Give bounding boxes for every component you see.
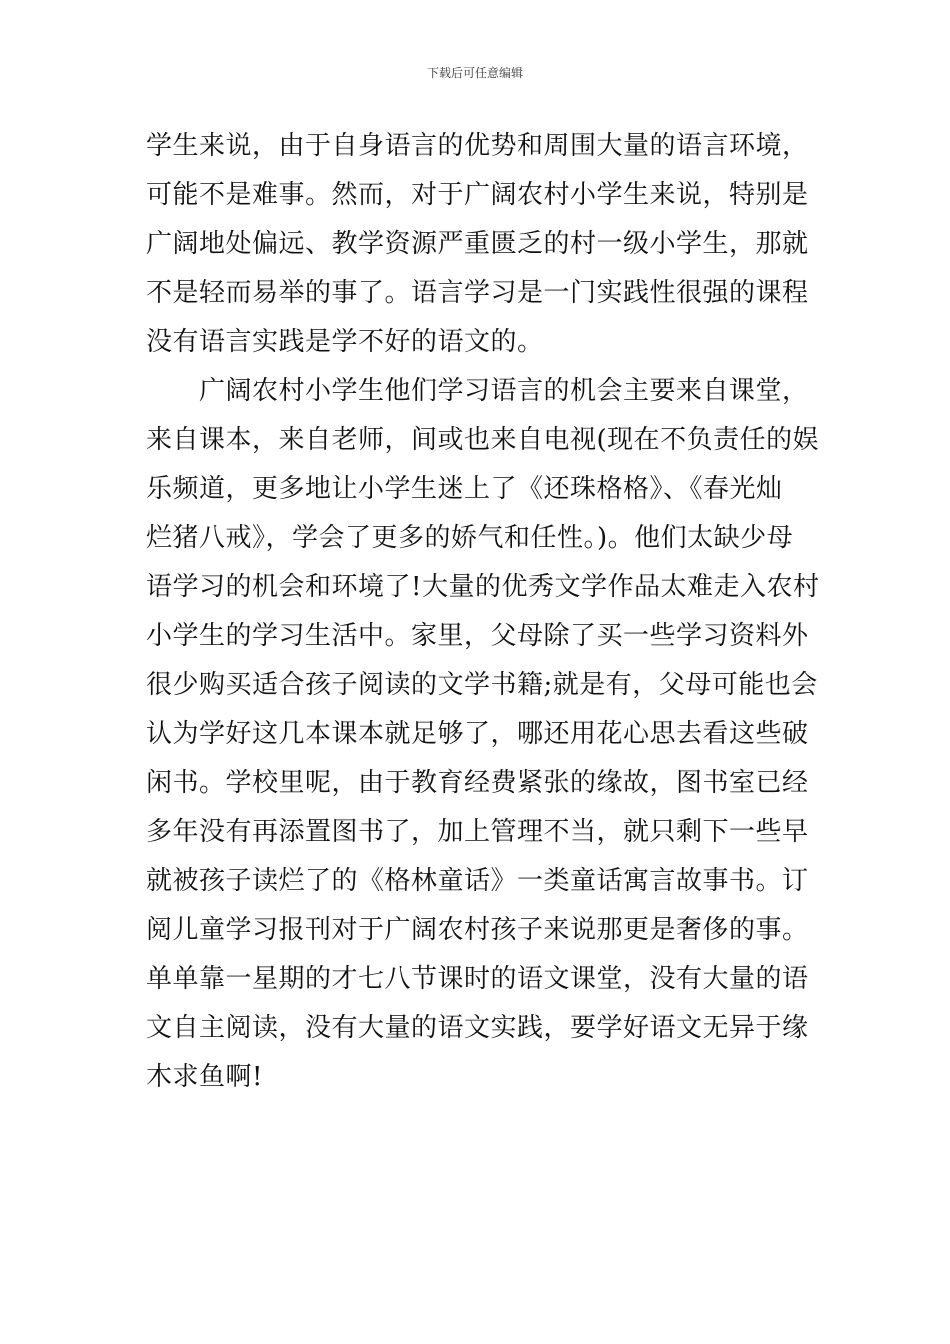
text-line: 广阔农村小学生他们学习语言的机会主要来自课堂， [146, 376, 809, 406]
text-line: 认为学好这几本课本就足够了，哪还用花心思去看这些破 [146, 719, 809, 749]
text-line: 小学生的学习生活中。家里，父母除了买一些学习资料外 [146, 621, 809, 651]
text-line: 文自主阅读，没有大量的语文实践，要学好语文无异于缘 [146, 1013, 809, 1043]
text-line: 烂猪八戒》，学会了更多的娇气和任性。)。他们太缺少母 [146, 523, 794, 553]
text-line: 木求鱼啊! [146, 1062, 263, 1092]
text-line: 语学习的机会和环境了!大量的优秀文学作品太难走入农村 [146, 572, 820, 602]
text-line: 来自课本，来自老师，间或也来自电视(现在不负责任的娱 [146, 425, 820, 455]
text-line: 没有语言实践是学不好的语文的。 [146, 327, 544, 357]
text-line: 单单靠一星期的才七八节课时的语文课堂，没有大量的语 [146, 964, 809, 994]
text-line: 可能不是难事。然而，对于广阔农村小学生来说，特别是 [146, 180, 809, 210]
text-line: 闲书。学校里呢，由于教育经费紧张的缘故，图书室已经 [146, 768, 809, 798]
body-text [146, 122, 820, 1102]
text-line: 多年没有再添置图书了，加上管理不当，就只剩下一些早 [146, 817, 809, 847]
text-line: 不是轻而易举的事了。语言学习是一门实践性很强的课程 [146, 278, 809, 308]
text-line: 很少购买适合孩子阅读的文学书籍;就是有，父母可能也会 [146, 670, 818, 700]
text-line: 广阔地处偏远、教学资源严重匮乏的村一级小学生，那就 [146, 229, 809, 259]
text-line: 学生来说，由于自身语言的优势和周围大量的语言环境， [146, 131, 809, 161]
text-line: 阅儿童学习报刊对于广阔农村孩子来说那更是奢侈的事。 [146, 915, 809, 945]
text-line: 就被孩子读烂了的《格林童话》一类童话寓言故事书。订 [146, 866, 809, 896]
text-line: 乐频道，更多地让小学生迷上了《还珠格格》、《春光灿 [146, 474, 783, 504]
page-header: 下载后可任意编辑 [426, 66, 523, 80]
